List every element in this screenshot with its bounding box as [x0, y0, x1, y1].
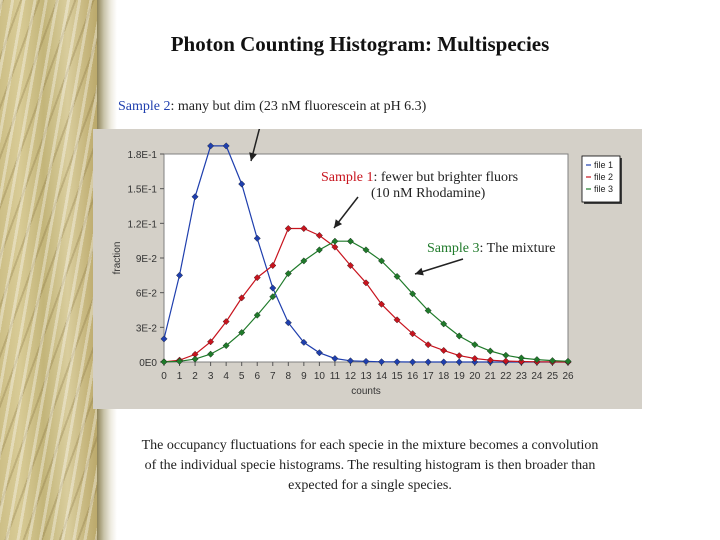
sample1-label: [321, 170, 518, 202]
x-tick-label: 8: [285, 371, 292, 382]
x-tick-label: 0: [161, 371, 167, 382]
slide-title: Photon Counting Histogram: Multispecies: [170, 32, 550, 56]
x-tick-label: 23: [515, 371, 527, 382]
x-tick-label: 15: [391, 371, 403, 382]
x-tick-label: 21: [484, 371, 496, 382]
x-tick-label: 5: [238, 371, 245, 382]
y-tick-label: 9E-2: [135, 254, 157, 265]
caption: [100, 436, 640, 496]
x-tick-label: 2: [192, 371, 198, 382]
sample1-desc-line2: (10 nM Rhodamine): [371, 186, 486, 201]
x-tick-label: 14: [375, 371, 388, 382]
series-1-point: [223, 143, 229, 149]
x-axis-label: counts: [351, 386, 381, 397]
marble-border: [0, 0, 97, 540]
y-tick-label: 6E-2: [135, 288, 157, 300]
sample1-desc: : fewer but brighter fluors: [373, 170, 519, 185]
y-axis-label: fraction: [112, 241, 123, 275]
sample2-desc: : many but dim (23 nM fluorescein at pH 6.3): [170, 99, 427, 114]
caption-line-3: expected for a single species.: [288, 478, 452, 493]
x-tick-label: 17: [422, 371, 434, 382]
x-tick-label: 13: [360, 371, 372, 382]
sample3-desc: : The mixture: [479, 241, 556, 256]
legend-label-3: file 3: [594, 184, 614, 194]
legend-label-1: file 1: [594, 160, 614, 170]
x-tick-label: 22: [500, 371, 512, 382]
y-tick-label: 1.8E-1: [127, 150, 157, 161]
sample2-prefix: Sample 2: [118, 99, 171, 114]
x-tick-label: 20: [469, 371, 481, 382]
caption-line-2: of the individual specie histograms. The resulting histogram is then broader than: [144, 458, 596, 473]
x-tick-label: 26: [562, 371, 574, 382]
legend-label-2: file 2: [594, 172, 614, 182]
y-tick-label: 1.5E-1: [127, 184, 157, 196]
x-tick-label: 1: [176, 371, 183, 382]
x-tick-label: 12: [344, 371, 357, 382]
y-tick-label: 1.2E-1: [127, 219, 157, 231]
series-1-point: [207, 143, 213, 149]
x-tick-label: 18: [438, 371, 450, 382]
x-tick-label: 6: [254, 371, 261, 382]
x-tick-label: 24: [531, 371, 543, 382]
x-tick-label: 10: [313, 371, 325, 382]
x-tick-label: 11: [329, 371, 341, 382]
sample2-label: [118, 99, 426, 115]
sample3-prefix: Sample 3: [427, 241, 480, 256]
y-tick-label: 3E-2: [135, 323, 157, 335]
caption-line-1: The occupancy fluctuations for each specie in the mixture becomes a convolution: [141, 438, 599, 453]
x-tick-label: 3: [207, 371, 214, 382]
x-tick-label: 19: [453, 371, 465, 382]
x-tick-label: 9: [301, 371, 307, 382]
x-tick-label: 7: [269, 371, 276, 382]
x-tick-label: 16: [407, 371, 419, 382]
sample1-prefix: Sample 1: [321, 170, 374, 185]
sample3-label: [427, 241, 555, 257]
x-tick-label: 4: [223, 371, 229, 382]
x-tick-label: 25: [546, 371, 559, 382]
y-tick-label: 0E0: [139, 358, 157, 369]
